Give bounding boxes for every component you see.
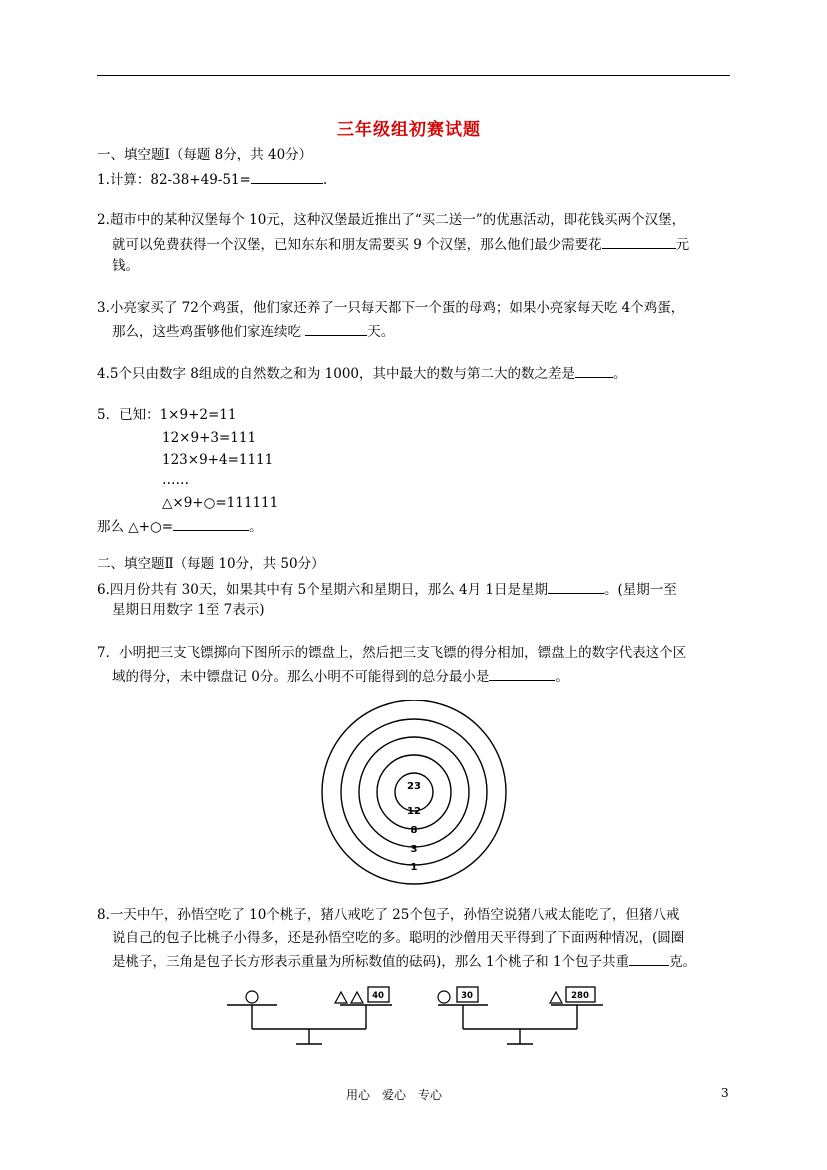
q2-line1: 2.超市中的某种汉堡每个 10元，这种汉堡最近推出了“买二送一”的优惠活动，即花钱买两个汉堡， — [97, 212, 686, 228]
page-number: 3 — [721, 1086, 729, 1100]
section1-heading: 一、填空题Ⅰ（每题 8分，共 40分） — [97, 147, 313, 163]
q2-line3: 钱。 — [112, 258, 139, 274]
q2-line2-end: 元 — [675, 237, 690, 253]
q5-line3: 123×9+4=1111 — [162, 452, 274, 468]
q6-line1-end: 。(星期一至 — [604, 582, 677, 598]
q7-line2-text: 域的得分，未中镖盘记 0分。那么小明不可能得到的总分最小是 — [112, 669, 490, 685]
q7-line1: 7．小明把三支飞镖掷向下图所示的镖盘上，然后把三支飞镖的得分相加，镖盘上的数字代表这个区 — [97, 645, 687, 661]
q1-end: . — [322, 172, 328, 188]
balance-scale-2 — [433, 982, 613, 1064]
dartboard-figure — [320, 700, 510, 890]
q4-end: 。 — [613, 366, 627, 382]
q7-answer-blank[interactable] — [489, 667, 555, 681]
q1-answer-blank[interactable] — [251, 170, 323, 184]
q5-line5: △×9+○=111111 — [162, 495, 279, 511]
bun-triangle — [351, 992, 363, 1003]
dartboard-ring-1 — [322, 700, 506, 884]
q4-answer-blank[interactable] — [575, 364, 613, 378]
q7-line2 — [112, 667, 569, 685]
q5-ask — [97, 517, 263, 535]
q6-answer-blank[interactable] — [548, 580, 604, 594]
page-title: 三年级组初赛试题 — [337, 120, 481, 140]
header-rule — [97, 75, 730, 76]
question-4 — [97, 364, 627, 382]
section2-heading: 二、填空题Ⅱ（每题 10分，共 50分） — [97, 556, 325, 572]
peach-circle — [438, 991, 450, 1003]
footer-motto: 用心 爱心 专心 — [346, 1088, 443, 1102]
q5-ask-end: 。 — [249, 519, 263, 535]
weight-label: 280 — [571, 991, 589, 1001]
dartboard-score-8: 8 — [410, 825, 418, 836]
q6-line1-text: 6.四月份共有 30天，如果其中有 5个星期六和星期日，那么 4月 1日是星期 — [97, 582, 548, 598]
q8-line3 — [112, 952, 696, 970]
q6-line1 — [97, 580, 677, 598]
dartboard-score-23: 23 — [407, 781, 421, 792]
q5-intro: 5．已知：1×9+2=11 — [97, 407, 237, 423]
question-1 — [97, 170, 327, 188]
q3-line2-end: 天。 — [367, 324, 395, 340]
q3-answer-blank[interactable] — [305, 322, 367, 336]
q5-ask-text: 那么 △+○= — [97, 519, 174, 535]
dartboard-score-3: 3 — [410, 844, 418, 855]
q8-answer-blank[interactable] — [629, 952, 669, 966]
q5-answer-blank[interactable] — [173, 517, 249, 531]
q8-line2: 说自己的包子比桃子小得多，还是孙悟空吃的多。聪明的沙僧用天平得到了下面两种情况，(圆圈 — [112, 930, 685, 946]
q4-text: 4.5个只由数字 8组成的自然数之和为 1000，其中最大的数与第二大的数之差是 — [97, 366, 575, 382]
q7-line2-end: 。 — [555, 669, 569, 685]
dartboard-score-1: 1 — [410, 862, 418, 873]
q3-line2-text: 那么，这些鸡蛋够他们家连续吃 — [112, 324, 301, 340]
peach-circle — [246, 991, 258, 1003]
balance-scale-1 — [222, 982, 402, 1064]
dartboard-ring-12 — [377, 755, 451, 829]
q2-answer-blank[interactable] — [602, 235, 676, 249]
bun-triangle — [550, 992, 562, 1003]
q8-line3-end: 克。 — [669, 954, 697, 970]
weight-label: 30 — [461, 991, 473, 1001]
bun-triangle — [335, 992, 347, 1003]
q3-line1: 3.小亮家买了 72个鸡蛋，他们家还养了一只每天都下一个蛋的母鸡；如果小亮家每天吃 4个鸡蛋， — [97, 300, 685, 316]
dartboard-score-12: 12 — [407, 806, 421, 817]
q6-line2: 星期日用数字 1至 7表示) — [112, 602, 265, 618]
q8-line3-text: 是桃子，三角是包子长方形表示重量为所标数值的砝码)，那么 1个桃子和 1个包子共重 — [112, 954, 630, 970]
q8-line1: 8.一天中午，孙悟空吃了 10个桃子，猪八戒吃了 25个包子，孙悟空说猪八戒太能吃了，但猪八戒 — [97, 907, 680, 923]
q2-line2 — [112, 235, 689, 253]
q3-line2 — [112, 322, 394, 340]
q5-line2: 12×9+3=111 — [162, 430, 257, 446]
q1-text: 1.计算：82-38+49-51= — [97, 172, 251, 188]
weight-label: 40 — [372, 991, 384, 1001]
q2-line2-text: 就可以免费获得一个汉堡，已知东东和朋友需要买 9 个汉堡，那么他们最少需要花 — [112, 237, 602, 253]
q5-line4: …… — [162, 472, 189, 488]
